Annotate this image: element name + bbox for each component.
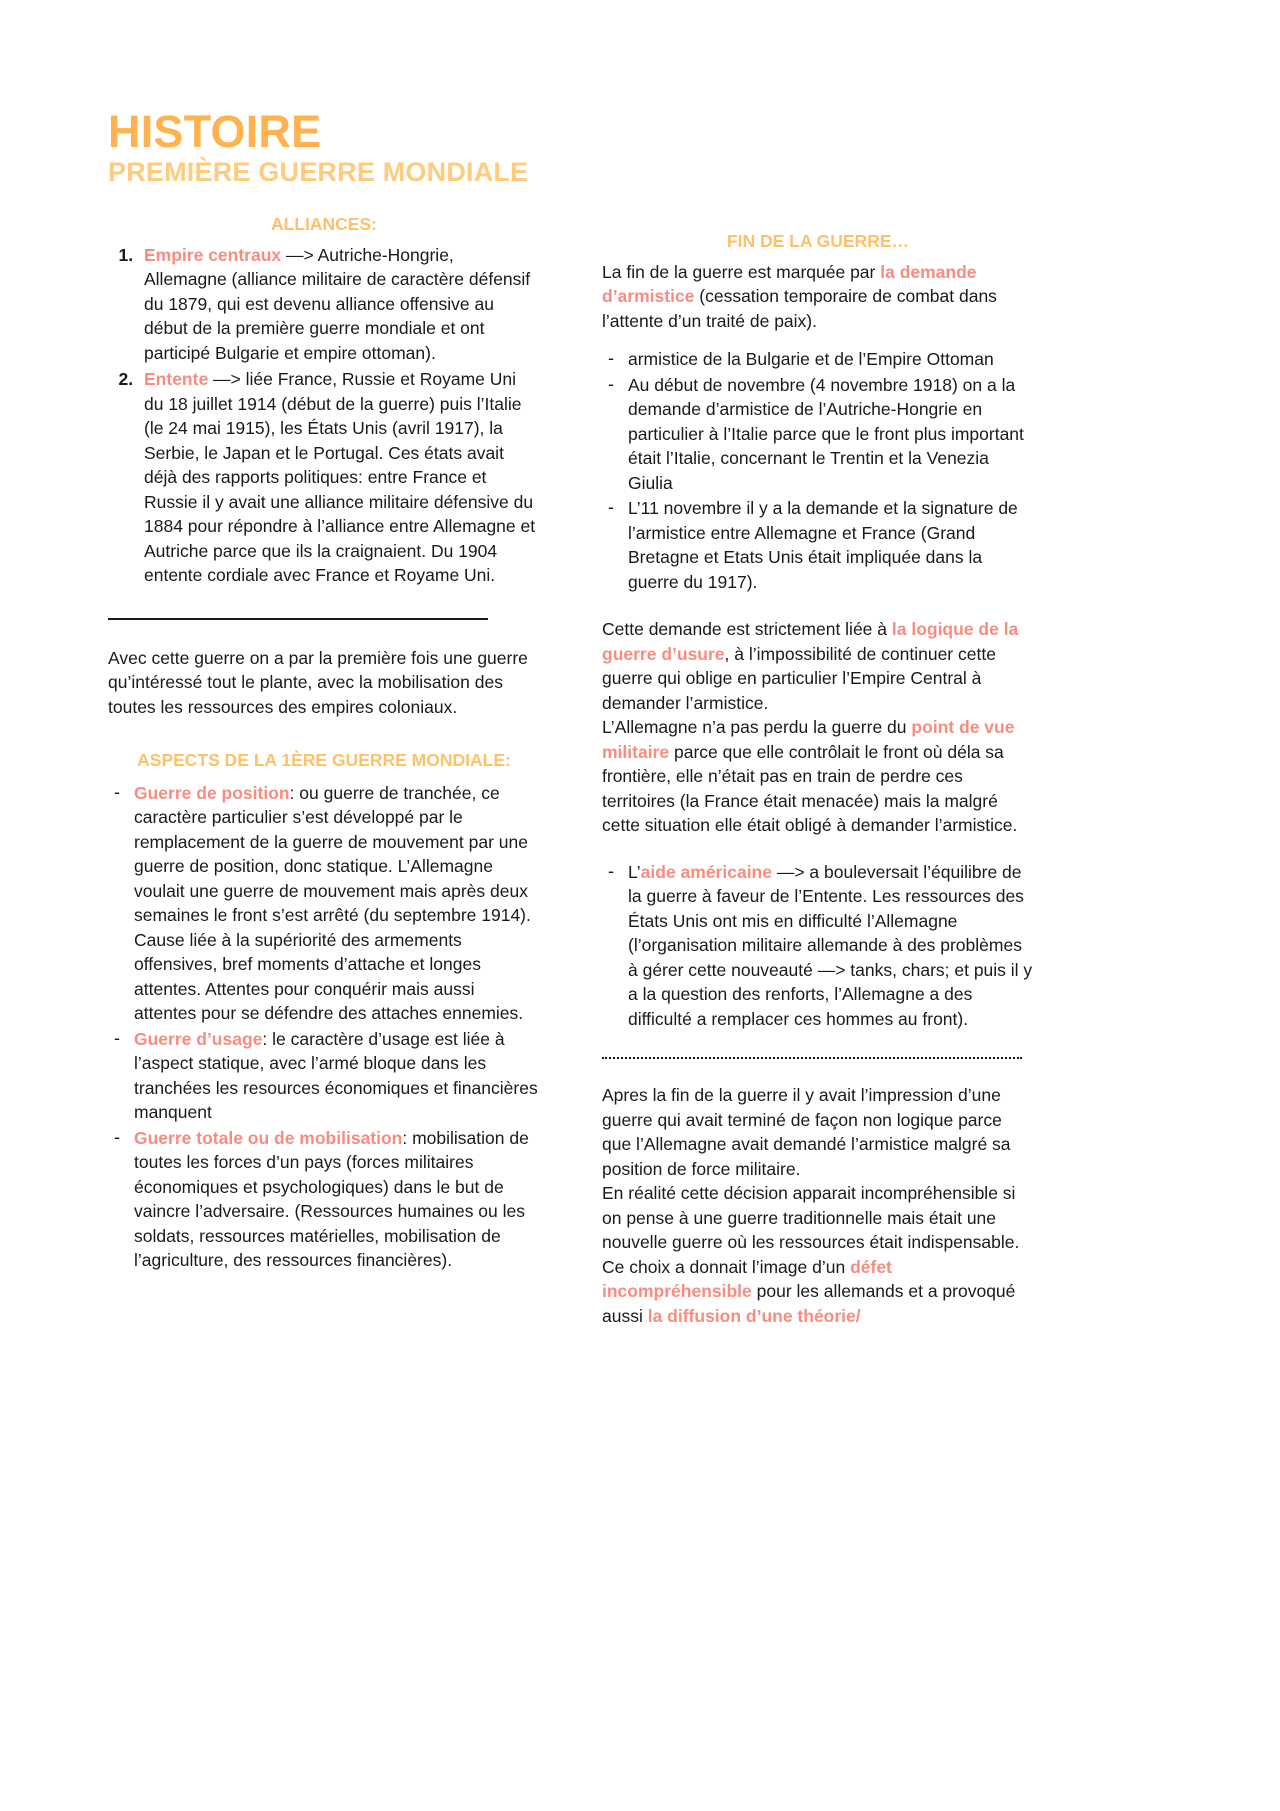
heading-fin-de-la-guerre: FIN DE LA GUERRE…: [726, 231, 910, 251]
list-item: - Au début de novembre (4 novembre 1918) on a la demande d’armistice de l’Autriche-Hongrie en particulier à l’Italie parce que le front plus important était l’Italie, concernant le Trentin et la Venezia Giulia: [602, 373, 1034, 496]
para3-highlight: point de vue militaire: [602, 717, 1015, 762]
list-item: [108, 781, 540, 1026]
list-item: [108, 1027, 540, 1125]
aspect-term: Guerre d’usage: [134, 1028, 263, 1049]
aspect-term: Guerre de position: [134, 782, 290, 803]
list-item: - armistice de la Bulgarie et de l’Empire Ottoman: [602, 347, 1034, 372]
right-column: [602, 108, 1034, 1328]
para2-highlight: la logique de la guerre d’usure: [602, 619, 1019, 664]
aspects-list: [108, 781, 540, 1273]
page-title: HISTOIRE: [108, 106, 322, 157]
paragraph-armistice-intro: [602, 260, 1034, 334]
intro-highlight: la demande d’armistice: [602, 261, 977, 307]
two-column-layout: [108, 108, 1173, 1328]
heading-aspects: ASPECTS DE LA 1ÈRE GUERRE MONDIALE:: [137, 750, 511, 771]
alliances-list: [108, 243, 540, 588]
spacer: [602, 838, 1034, 860]
dotted-divider: [602, 1057, 1022, 1059]
closing3-part1: Ce choix a donnait l’image d’un: [602, 1256, 851, 1277]
alliance-body: —> liée France, Russie et Royame Uni du 18 juillet 1914 (début de la guerre) puis l’Italie (le 24 mai 1915), les États Unis (avril 1917), la Serbie, le Japan et le Portugal. Ces états avait déjà des rapports politiques: entre France et Russie il y avait une alliance militaire défensive du 1884 pour répondre à l’alliance entre Allemagne et Autriche parce que ils la craignaient. Du 1904 entente cordiale avec France et Royame Uni.: [144, 369, 536, 586]
list-item: [138, 243, 540, 366]
para2-part1: Cette demande est strictement liée à: [602, 619, 892, 640]
list-item: [602, 860, 1034, 1032]
horizontal-divider: [108, 618, 488, 620]
paragraph-logique-usure: [602, 617, 1034, 715]
aspect-body: : le caractère d’usage est liée à l’aspect statique, avec l’armé bloque dans les tranchées les resources économiques et financières manquent: [134, 1028, 538, 1123]
para3-part1: L’Allemagne n’a pas perdu la guerre du: [602, 717, 912, 738]
closing3-highlight1: défet incompréhensible: [602, 1256, 892, 1302]
aspect-body: : mobilisation de toutes les forces d’un pays (forces militaires économiques et psychologiques) dans le but de vaincre l’adversaire. (Ressources humaines ou les soldats, ressources matérielles, mobilisation de l’agriculture, des ressources financières).: [134, 1127, 529, 1271]
paragraph-point-de-vue-militaire: [602, 715, 1034, 838]
list-item: [138, 367, 540, 588]
paragraph-closing-1: Apres la fin de la guerre il y avait l’impression d’une guerre qui avait terminé de façon non logique parce que l’Allemagne avait demandé l’armistice malgré sa position de force militaire.: [602, 1085, 1011, 1179]
paragraph-closing-3: [602, 1255, 1034, 1329]
closing3-highlight2: la diffusion d’une théorie/: [647, 1305, 861, 1326]
aide-prefix: L’: [628, 861, 641, 882]
aide-body: —> a bouleversait l’équilibre de la guerre à faveur de l’Entente. Les ressources des États Unis ont mis en difficulté l’Allemagne (l’organisation militaire allemande à des problèmes à gérer cette nouveauté —> tanks, chars; et puis il y a la question des renforts, l’Allemagne a des difficulté a remplacer ces hommes au front).: [628, 861, 1033, 1029]
para3-part2: parce que elle contrôlait le front où déla sa frontière, elle n’était pas en train de perdre ces territoires (la France était menacée) mais la malgré cette situation elle était obligé à demander l’armistice.: [602, 741, 1018, 836]
aspect-body: : ou guerre de tranchée, ce caractère particulier s’est développé par le remplacement de la guerre de mouvement par une guerre de position, donc statique. L’Allemagne voulait une guerre de mouvement mais après deux semaines le front s’est arrêté (du septembre 1914). Cause liée à la supériorité des armements offensives, bref moments d’attache et longes attentes. Attentes pour conquérir mais aussi attentes pour se défendre des attaches ennemies.: [134, 782, 531, 1024]
intro-text-part2: (cessation temporaire de combat dans l’attente d’un traité de paix).: [602, 286, 997, 331]
spacer: [108, 719, 540, 749]
list-item: - L’11 novembre il y a la demande et la signature de l’armistice entre Allemagne et France (Grand Bretagne et Etats Unis était impliquée dans la guerre du 1917).: [602, 496, 1034, 594]
heading-alliances: ALLIANCES:: [271, 214, 377, 235]
aspect-term: Guerre totale ou de mobilisation: [134, 1127, 403, 1148]
aide-americaine-list: [602, 860, 1034, 1032]
intro-text-part1: La fin de la guerre est marquée par: [602, 261, 881, 282]
alliance-term: Entente: [144, 369, 209, 390]
list-item: [108, 1126, 540, 1273]
paragraph-total-war: Avec cette guerre on a par la première fois une guerre qu’intéressé tout le plante, avec la mobilisation des toutes les ressources des empires coloniaux.: [108, 647, 528, 717]
alliance-body: —> Autriche-Hongrie, Allemagne (alliance militaire de caractère défensif du 1879, qui est devenu alliance offensive au début de la première guerre mondiale et ont participé Bulgarie et empire ottoman).: [144, 244, 531, 363]
left-column: [108, 108, 540, 1328]
spacer: [602, 595, 1034, 617]
alliance-term: Empire centraux: [144, 244, 282, 265]
closing3-part2: pour les allemands et a provoqué aussi: [602, 1281, 1016, 1326]
armistice-events-list: [602, 347, 1034, 594]
spacer: [602, 333, 1034, 347]
paragraph-closing-2: En réalité cette décision apparait incompréhensible si on pense à une guerre traditionnelle mais était une nouvelle guerre où les ressources était indispensable.: [602, 1183, 1020, 1253]
para2-part2: , à l’impossibilité de continuer cette guerre qui oblige en particulier l’Empire Central à demander l’armistice.: [602, 643, 996, 713]
aide-term: aide américaine: [640, 861, 772, 882]
page-subtitle: PREMIÈRE GUERRE MONDIALE: [108, 157, 529, 188]
